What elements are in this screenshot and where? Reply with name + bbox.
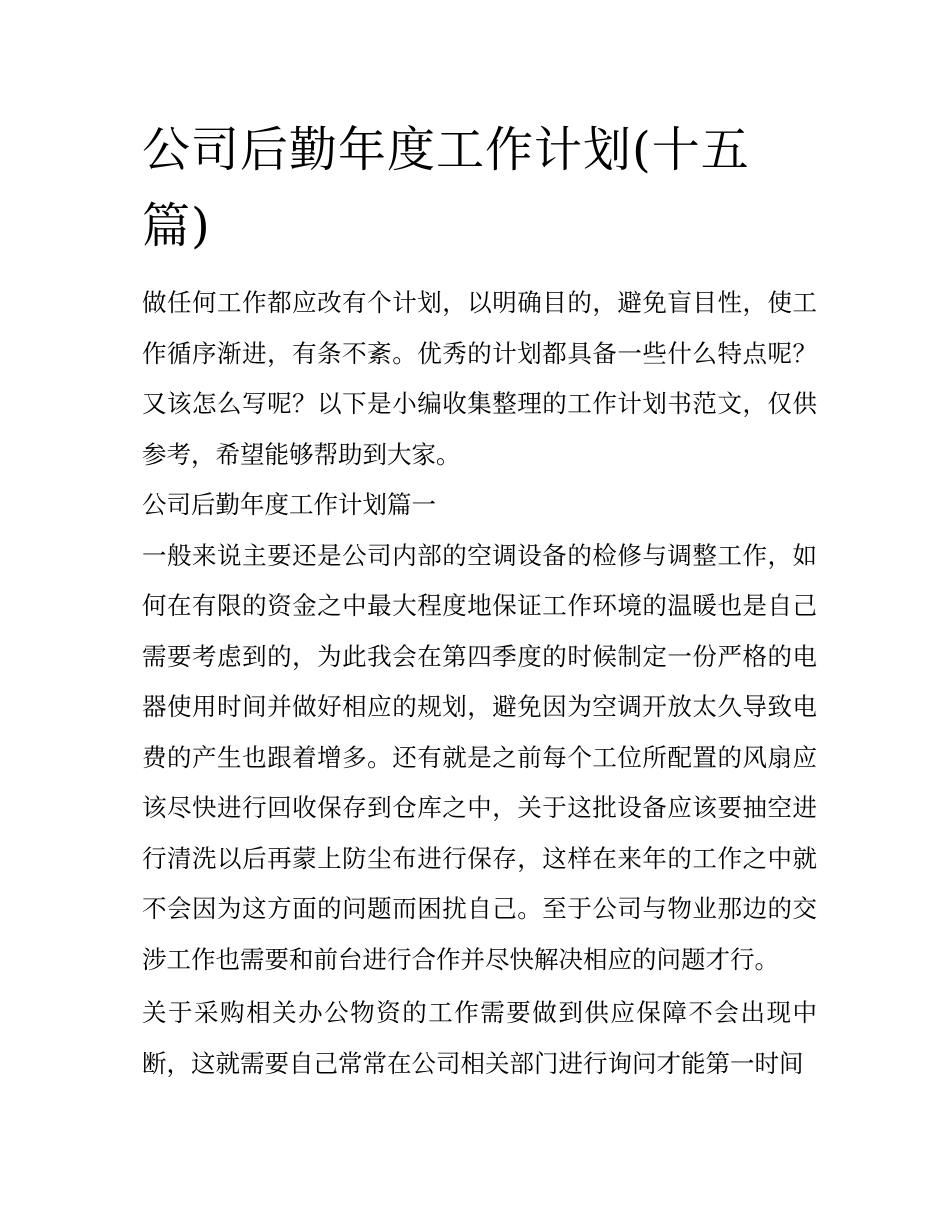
body-paragraph-2: 关于采购相关办公物资的工作需要做到供应保障不会出现中断，这就需要自己常常在公司相关部门进行询问才能第一时间	[142, 998, 817, 1078]
intro-paragraph: 做任何工作都应改有个计划，以明确目的，避免盲目性，使工作循序渐进，有条不紊。优秀的计划都具备一些什么特点呢？又该怎么写呢？以下是小编收集整理的工作计划书范文，仅供参考，希望能够帮助到大家。	[142, 288, 817, 469]
document-body	[142, 278, 817, 1089]
section-heading: 公司后勤年度工作计划篇一	[142, 490, 436, 519]
body-paragraph-1: 一般来说主要还是公司内部的空调设备的检修与调整工作，如何在有限的资金之中最大程度地保证工作环境的温暖也是自己需要考虑到的，为此我会在第四季度的时候制定一份严格的电器使用时间并做好相应的规划，避免因为空调开放太久导致电费的产生也跟着增多。还有就是之前每个工位所配置的风扇应该尽快进行回收保存到仓库之中，关于这批设备应该要抽空进行清洗以后再蒙上防尘布进行保存，这样在来年的工作之中就不会因为这方面的问题而困扰自己。至于公司与物业那边的交涉工作也需要和前台进行合作并尽快解决相应的问题才行。	[142, 540, 817, 974]
page-title: 公司后勤年度工作计划(十五篇)	[142, 122, 750, 254]
